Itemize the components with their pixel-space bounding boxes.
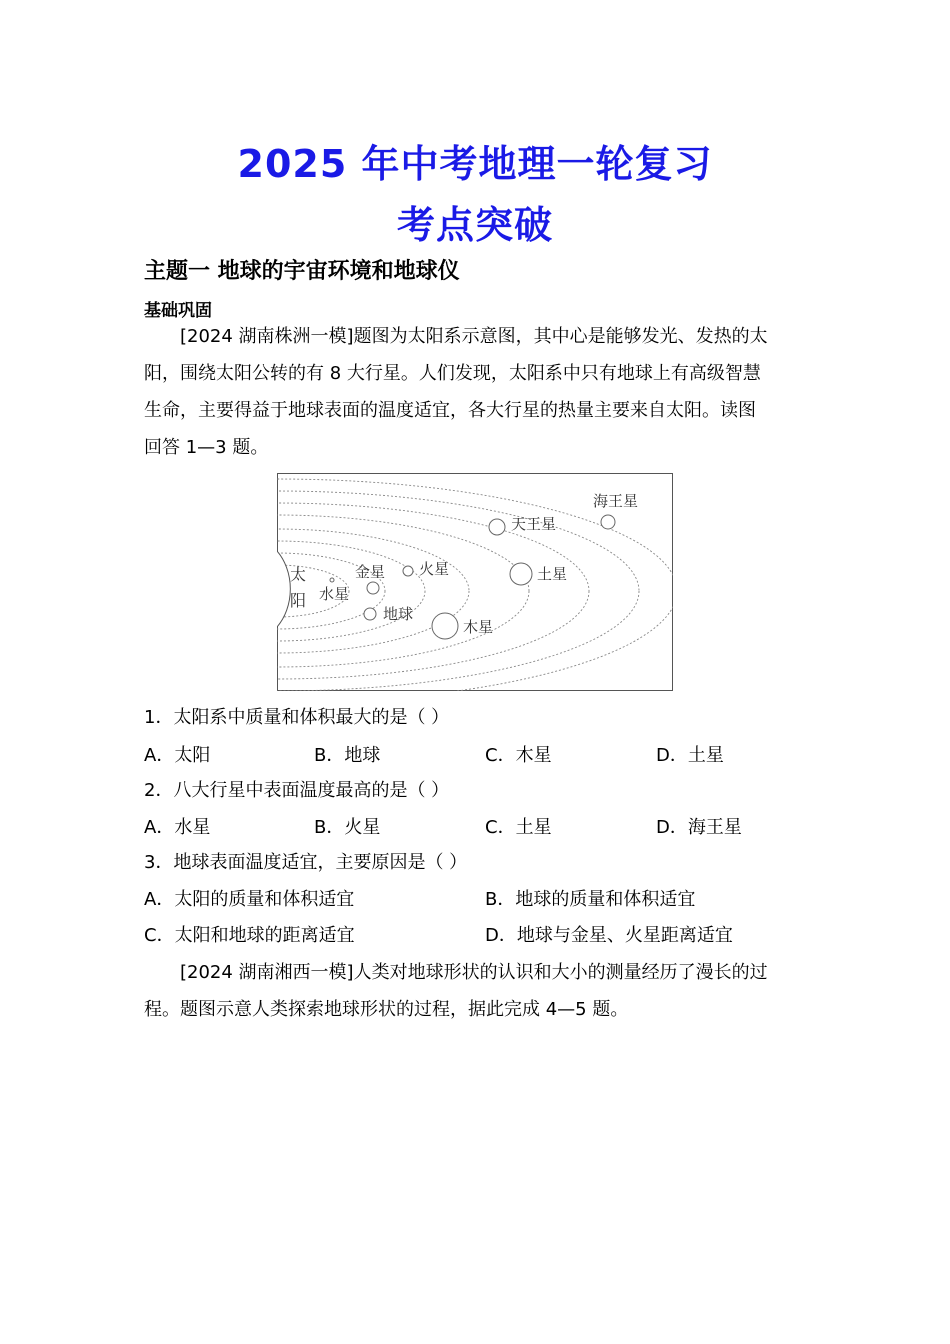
sun-label: 阳 [290,591,307,610]
question-2-stem: 2．八大行星中表面温度最高的是（ ） [144,780,450,801]
neptune-planet [601,515,615,529]
jupiter-label: 木星 [463,618,494,636]
q2-option-b: B．火星 [314,817,381,838]
intro1-line: 阳，围绕太阳公转的有 8 大行星。人们发现，太阳系中只有地球上有高级智慧 [144,363,761,384]
q1-option-c: C．木星 [485,745,552,766]
intro1-line: 生命，主要得益于地球表面的温度适宜，各大行星的热量主要来自太阳。读图 [144,400,756,421]
q3-option-a: A．太阳的质量和体积适宜 [144,889,355,910]
sun-label: 太 [290,565,307,584]
saturn-label: 土星 [537,565,568,583]
intro2-line: 程。题图示意人类探索地球形状的过程，据此完成 4—5 题。 [144,999,629,1020]
earth-planet [364,608,376,620]
intro-paragraph-2 [144,954,806,1028]
topic-heading: 主题一 地球的宇宙环境和地球仪 [144,259,460,284]
q1-option-b: B．地球 [314,745,381,766]
section-heading: 基础巩固 [144,301,212,321]
mars-planet [403,566,413,576]
intro-paragraph-1 [144,318,806,466]
venus-label: 金星 [355,563,386,581]
venus-planet [367,582,379,594]
intro2-line: [2024 湖南湘西一模]人类对地球形状的认识和大小的测量经历了漫长的过 [180,962,768,983]
doc-title-line2: 考点突破 [396,203,553,247]
earth-label: 地球 [383,605,414,623]
q1-option-d: D．土星 [656,745,724,766]
intro1-line: [2024 湖南株洲一模]题图为太阳系示意图，其中心是能够发光、发热的太 [180,326,768,347]
jupiter-planet [432,613,458,639]
saturn-planet [510,563,532,585]
mars-label: 火星 [419,560,450,578]
question-3-stem: 3．地球表面温度适宜，主要原因是（ ） [144,852,468,873]
uranus-planet [489,519,505,535]
neptune-label: 海王星 [593,492,639,510]
doc-title-line1: 2025 年中考地理一轮复习 [237,142,713,186]
q2-option-c: C．土星 [485,817,552,838]
q3-option-d: D．地球与金星、火星距离适宜 [485,925,733,946]
question-1-stem: 1．太阳系中质量和体积最大的是（ ） [144,707,450,728]
mercury-label: 水星 [319,585,350,603]
mercury-planet [330,578,334,582]
q3-option-b: B．地球的质量和体积适宜 [485,889,696,910]
q3-option-c: C．太阳和地球的距离适宜 [144,925,355,946]
solar-system-figure [277,473,673,691]
q2-option-a: A．水星 [144,817,211,838]
uranus-label: 天王星 [511,515,557,533]
q1-option-a: A．太阳 [144,745,211,766]
q2-option-d: D．海王星 [656,817,742,838]
intro1-line: 回答 1—3 题。 [144,437,269,458]
